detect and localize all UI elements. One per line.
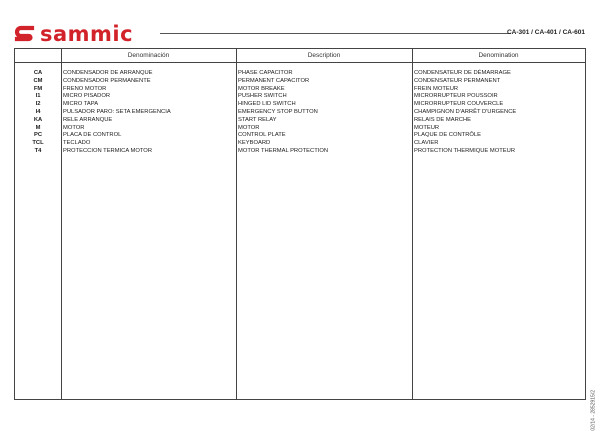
legend-table [14, 48, 586, 400]
column-header-fr: Denomination [412, 49, 585, 63]
name-fr: RELAIS DE MARCHE [414, 116, 472, 123]
table-row [15, 132, 585, 140]
name-en: PERMANENT CAPACITOR [238, 77, 310, 84]
table-row [15, 125, 585, 133]
name-es: PROTECCION TERMICA MOTOR [63, 147, 152, 154]
name-fr: PLAQUE DE CONTRÔLE [414, 132, 482, 139]
component-code: I4 [35, 108, 41, 115]
name-fr: CONDENSATEUR DE DÉMARRAGE [414, 70, 511, 76]
brand-name: sammic [40, 22, 134, 46]
table-row [15, 93, 585, 101]
component-code: I2 [35, 101, 41, 108]
name-en: PHASE CAPACITOR [238, 70, 293, 76]
name-en: HINGED LID SWITCH [238, 101, 296, 108]
name-es: RELE ARRANQUE [63, 116, 113, 123]
name-fr: PROTECTION THERMIQUE MOTEUR [414, 147, 516, 154]
name-en: EMERGENCY STOP BUTTON [238, 108, 318, 115]
component-code: KA [33, 116, 43, 123]
brand-logo [14, 22, 133, 46]
table-row [15, 101, 585, 109]
table-row [15, 148, 585, 156]
table-row [15, 70, 585, 78]
sammic-logo-icon [14, 23, 36, 45]
component-code: CA [33, 70, 43, 76]
name-en: MOTOR BREAKE [238, 85, 285, 92]
name-fr: MOTEUR [414, 124, 440, 131]
name-en: MOTOR THERMAL PROTECTION [238, 147, 329, 154]
name-fr: CLAVIER [414, 140, 439, 147]
name-en: START RELAY [238, 116, 277, 123]
name-en: KEYBOARD [238, 140, 271, 147]
table-row [15, 117, 585, 125]
table-row [15, 78, 585, 86]
component-code: PC [33, 132, 43, 139]
document-reference: 02/14 - 2852915/2 [591, 390, 597, 431]
name-es: FRENO MOTOR [63, 85, 107, 92]
header-divider [160, 33, 511, 34]
name-fr: FREIN MOTEUR [414, 85, 459, 92]
name-es: PLACA DE CONTROL [63, 132, 122, 139]
name-fr: MICRORRUPTEUR COUVERCLE [414, 101, 504, 108]
model-list: CA-301 / CA-401 / CA-601 [506, 29, 585, 36]
component-code: FM [33, 85, 43, 92]
component-code: TCL [32, 140, 44, 147]
table-row [15, 109, 585, 117]
component-code: M [35, 124, 41, 131]
table-row [15, 86, 585, 94]
name-es: MOTOR [63, 124, 85, 131]
component-code: I1 [35, 93, 41, 100]
name-en: CONTROL PLATE [238, 132, 286, 139]
table-body [15, 70, 585, 156]
name-fr: CONDENSATEUR PERMANENT [414, 77, 501, 84]
name-es: PULSADOR PARO: SETA EMERGENCIA [63, 108, 171, 115]
name-es: MICRO PISADOR [63, 93, 111, 100]
name-fr: MICRORRUPTEUR POUSSOIR [414, 93, 498, 100]
name-fr: CHAMPIGNON D'ARRÊT D'URGENCE [414, 108, 517, 115]
table-row [15, 140, 585, 148]
column-header-code [15, 49, 61, 63]
column-header-es: Denominación [61, 49, 236, 63]
name-es: MICRO TAPA [63, 101, 99, 108]
component-code: T4 [34, 147, 42, 154]
name-en: PUSHER SWITCH [238, 93, 287, 100]
name-es: TECLADO [63, 140, 91, 147]
name-es: CONDENSADOR PERMANENTE [63, 77, 151, 84]
name-en: MOTOR [238, 124, 260, 131]
component-code: CM [33, 77, 43, 84]
column-header-en: Description [236, 49, 412, 63]
name-es: CONDENSADOR DE ARRANQUE [63, 70, 153, 76]
